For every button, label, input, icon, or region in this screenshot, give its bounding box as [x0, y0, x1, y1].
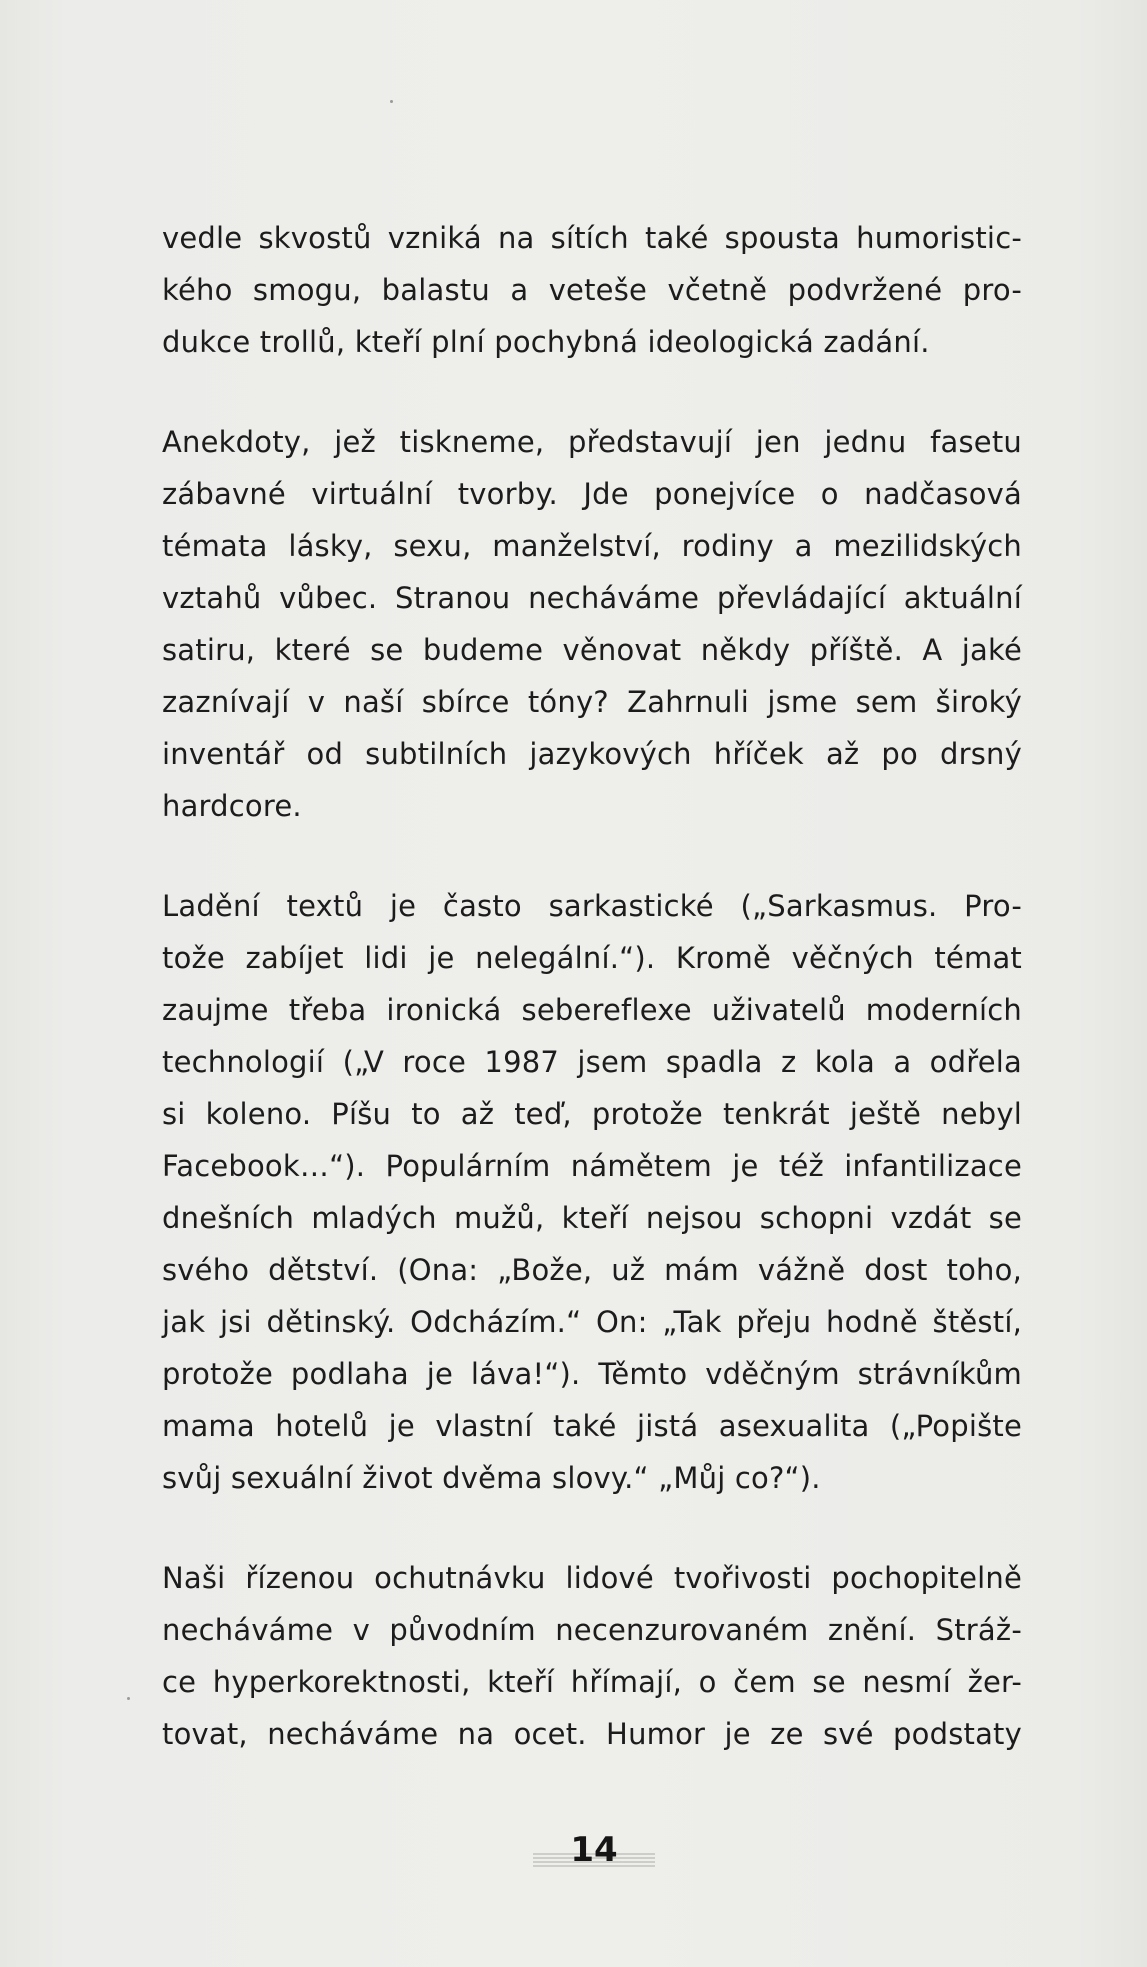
text-line: mama hotelů je vlastní také jistá asexualita („Popište: [162, 1409, 1022, 1443]
text-line: témata lásky, sexu, manželství, rodiny a mezilidských: [162, 529, 1022, 563]
paragraph-3: [162, 880, 1022, 1504]
text-line: Ladění textů je často sarkastické („Sarkasmus. Pro-: [162, 889, 1022, 923]
text-line: kého smogu, balastu a veteše včetně podvržené pro-: [162, 273, 1022, 307]
text-line: vztahů vůbec. Stranou necháváme převládající aktuální: [162, 581, 1022, 615]
text-line: Naši řízenou ochutnávku lidové tvořivosti pochopitelně: [162, 1561, 1022, 1595]
text-line: svého dětství. (Ona: „Bože, už mám vážně dost toho,: [162, 1253, 1022, 1287]
page-number: 14: [533, 1825, 655, 1875]
text-line: technologií („V roce 1987 jsem spadla z kola a odřela: [162, 1045, 1022, 1079]
body-text: [162, 212, 1022, 1760]
text-line: zaujme třeba ironická sebereflexe uživatelů moderních: [162, 993, 1022, 1027]
text-line: Anekdoty, jež tiskneme, představují jen jednu fasetu: [162, 425, 1022, 459]
paragraph-4: [162, 1552, 1022, 1760]
text-line: dukce trollů, kteří plní pochybná ideologická zadání.: [162, 325, 930, 359]
text-line: hardcore.: [162, 789, 302, 823]
text-line: dnešních mladých mužů, kteří nejsou schopni vzdát se: [162, 1201, 1022, 1235]
text-line: zábavné virtuální tvorby. Jde ponejvíce o nadčasová: [162, 477, 1022, 511]
paper-speck: [127, 1697, 130, 1700]
paragraph-2: [162, 416, 1022, 832]
text-line: Facebook…“). Populárním námětem je též infantilizace: [162, 1149, 1022, 1183]
text-line: si koleno. Píšu to až teď, protože tenkrát ještě nebyl: [162, 1097, 1022, 1131]
text-line: zaznívají v naší sbírce tóny? Zahrnuli jsme sem široký: [162, 685, 1022, 719]
text-line: protože podlaha je láva!“). Těmto vděčným strávníkům: [162, 1357, 1022, 1391]
paragraph-1: [162, 212, 1022, 368]
paper-speck: [390, 100, 393, 103]
text-line: vedle skvostů vzniká na sítích také spousta humoristic-: [162, 221, 1022, 255]
text-line: tože zabíjet lidi je nelegální.“). Kromě věčných témat: [162, 941, 1022, 975]
text-line: tovat, necháváme na ocet. Humor je ze své podstaty: [162, 1717, 1022, 1751]
text-line: svůj sexuální život dvěma slovy.“ „Můj co?“).: [162, 1461, 821, 1495]
text-line: satiru, které se budeme věnovat někdy příště. A jaké: [162, 633, 1022, 667]
text-line: ce hyperkorektnosti, kteří hřímají, o čem se nesmí žer-: [162, 1665, 1022, 1699]
text-line: necháváme v původním necenzurovaném znění. Stráž-: [162, 1613, 1022, 1647]
text-line: jak jsi dětinský. Odcházím.“ On: „Tak přeju hodně štěstí,: [162, 1305, 1022, 1339]
text-line: inventář od subtilních jazykových hříček až po drsný: [162, 737, 1022, 771]
